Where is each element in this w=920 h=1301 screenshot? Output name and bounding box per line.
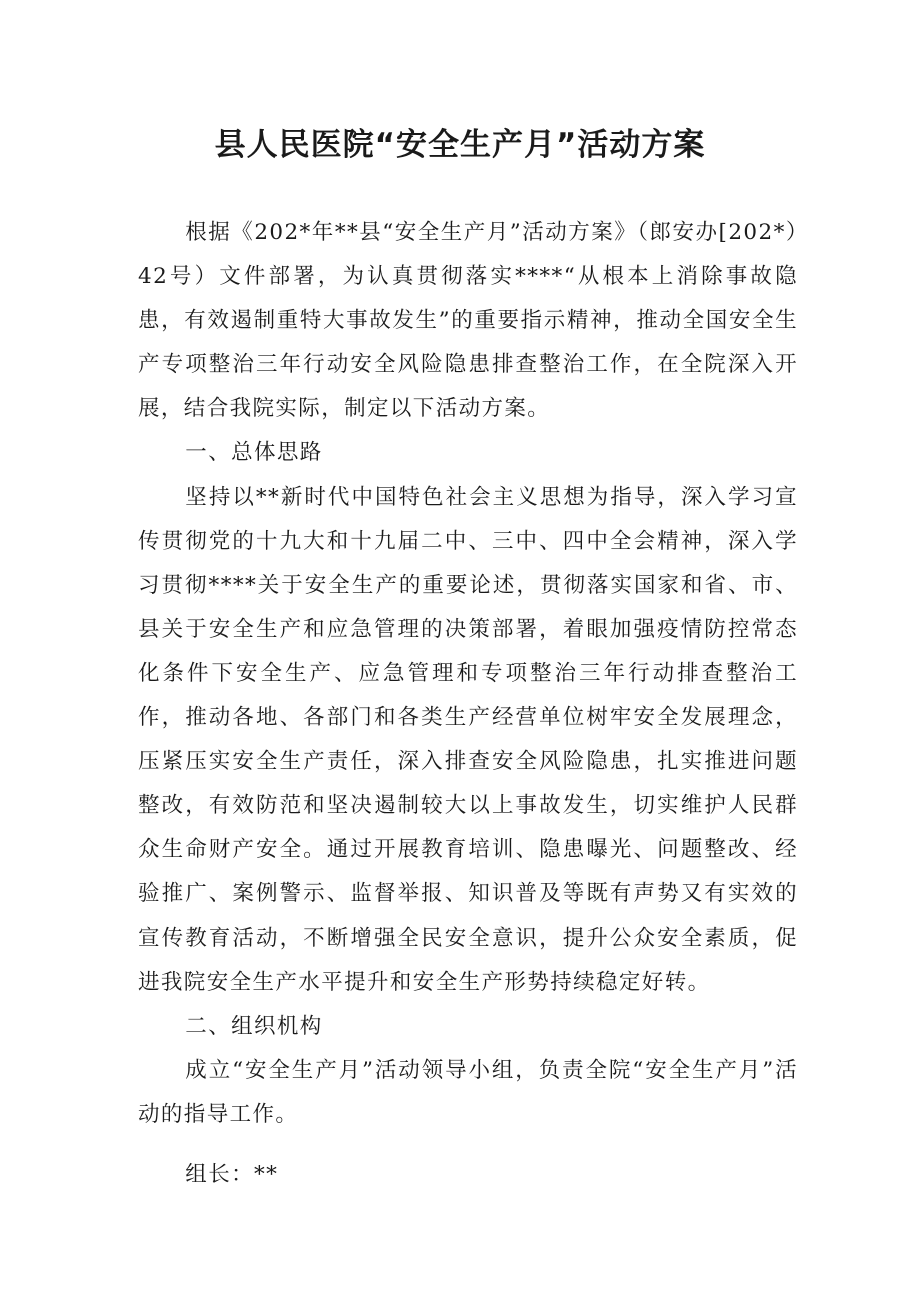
group-leader-line: 组长：** [185, 1161, 279, 1187]
overall-approach-paragraph: 坚持以**新时代中国特色社会主义思想为指导，深入学习宣传贯彻党的十九大和十九届二中、三中、四中全会精神，深入学习贯彻****关于安全生产的重要论述，贯彻落实国家和省、市、县关于安全生产和应急管理的决策部署，着眼加强疫情防控常态化条件下安全生产、应急管理和专项整治三年行动排查整治工作，推动各地、各部门和各类生产经营单位树牢安全发展理念，压紧压实安全生产责任，深入排查安全风险隐患，扎实推进问题整改，有效防范和坚决遏制较大以上事故发生，切实维护人民群众生命财产安全。通过开展教育培训、隐患曝光、问题整改、经验推广、案例警示、监督举报、知识普及等既有声势又有实效的宣传教育活动，不断增强全民安全意识，提升公众安全素质，促进我院安全生产水平提升和安全生产形势持续稳定好转。 [138, 484, 798, 995]
document-title: 县人民医院“安全生产月”活动方案 [214, 127, 706, 163]
section-heading-organization: 二、组织机构 [185, 1013, 323, 1039]
organization-paragraph: 成立“安全生产月”活动领导小组，负责全院“安全生产月”活动的指导工作。 [138, 1057, 798, 1127]
intro-paragraph: 根据《202*年**县“安全生产月”活动方案》（郎安办[202*）42号）文件部署，为认真贯彻落实****“从根本上消除事故隐患，有效遏制重特大事故发生”的重要指示精神，推动全国安全生产专项整治三年行动安全风险隐患排查整治工作，在全院深入开展，结合我院实际，制定以下活动方案。 [138, 220, 798, 422]
document-body [138, 211, 798, 1197]
section-heading-overall-approach: 一、总体思路 [185, 440, 323, 466]
